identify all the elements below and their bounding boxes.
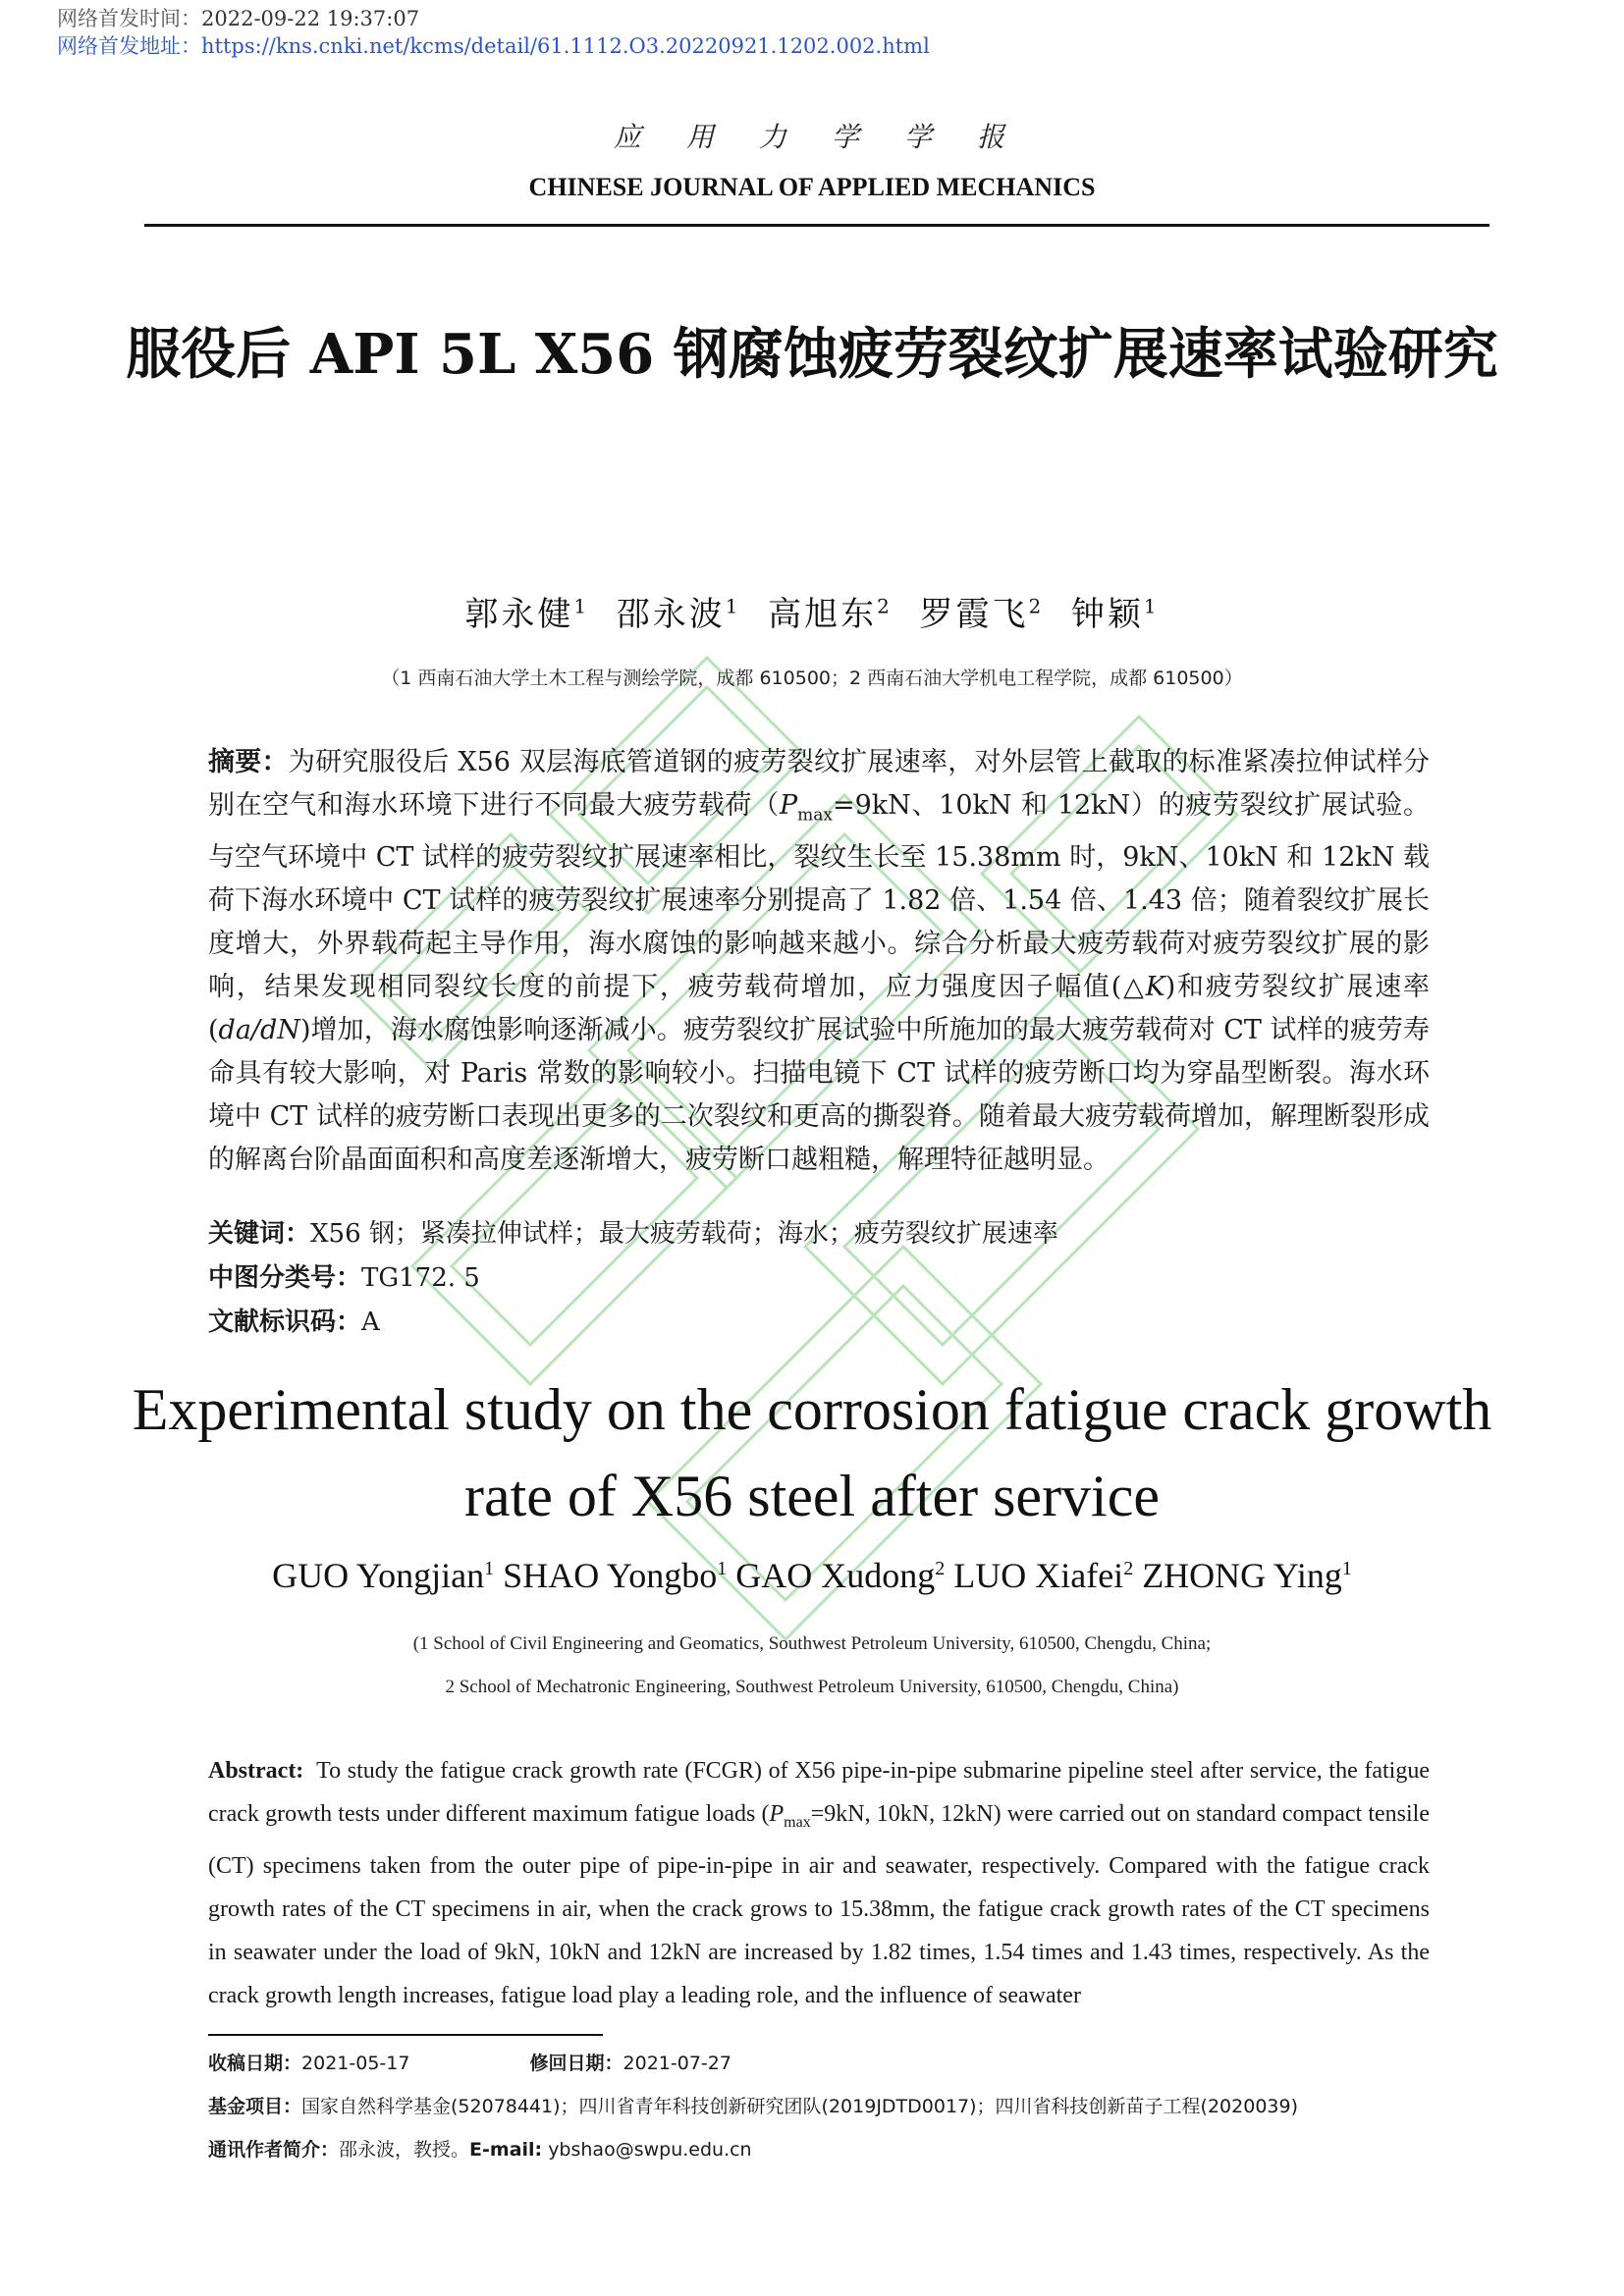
author-affil-marker: 1 — [573, 594, 590, 618]
author-name-en: LUO Xiafei — [953, 1556, 1124, 1595]
keywords-value: X56 钢；紧凑拉伸试样；最大疲劳载荷；海水；疲劳裂纹扩展速率 — [310, 1219, 1058, 1249]
online-pub-time-label: 网络首发时间： — [57, 7, 201, 30]
received-dates — [208, 2052, 731, 2075]
author-name-cn: 钟颖 — [1070, 595, 1144, 634]
paper-title-en: Experimental study on the corrosion fatigue crack growth rate of X56 steel after service — [132, 1377, 1492, 1528]
online-pub-url-link[interactable]: https://kns.cnki.net/kcms/detail/61.1112.O3.20220921.1202.002.html — [201, 34, 930, 58]
abstract-en-text: To study the fatigue crack growth rate (FCGR) of X56 pipe-in-pipe submarine pipeline steel after service, the fatigue crack growth tests under different maximum fatigue loads ( — [208, 1758, 1430, 1827]
clc-label: 中图分类号： — [208, 1263, 362, 1293]
pmax-symbol: P — [779, 790, 798, 821]
dadn-symbol: da/dN — [218, 1015, 300, 1046]
author-affil-marker: 2 — [1123, 1558, 1134, 1579]
journal-name-en: CHINESE JOURNAL OF APPLIED MECHANICS — [528, 173, 1096, 201]
online-pub-url-label: 网络首发地址： — [57, 34, 201, 58]
document-code-label: 文献标识码： — [208, 1308, 362, 1337]
keywords — [208, 1217, 1058, 1251]
author-name-en: GAO Xudong — [735, 1556, 936, 1595]
funding-value: 国家自然科学基金(52078441)；四川省青年科技创新研究团队(2019JDTD0017)；四川省科技创新苗子工程(2020039) — [301, 2096, 1298, 2117]
abstract-cn-text: 为研究服役后 X56 双层海底管道钢的疲劳裂纹扩展速率，对外层管上截取的标准紧凑拉伸试样分别在空气和海水环境下进行不同最大疲劳载荷（ — [208, 747, 1430, 821]
author-affil-marker: 1 — [725, 594, 741, 618]
received-value: 2021-05-17 — [301, 2053, 410, 2074]
paper-title-cn: 服役后 API 5L X56 钢腐蚀疲劳裂纹扩展速率试验研究 — [126, 322, 1498, 387]
author-affil-marker: 2 — [1028, 594, 1045, 618]
abstract-cn — [208, 741, 1430, 1182]
footnote-rule — [208, 2034, 603, 2036]
header-rule — [144, 224, 1489, 227]
corresponding-author — [208, 2138, 752, 2162]
clc-value: TG172. 5 — [361, 1263, 480, 1293]
author-affil-marker: 1 — [484, 1558, 495, 1579]
author-list-cn — [0, 587, 1624, 635]
online-pub-url — [57, 33, 930, 59]
affiliation-cn: （1 西南石油大学土木工程与测绘学院，成都 610500；2 西南石油大学机电工程学院，成都 610500） — [381, 667, 1243, 689]
online-pub-time — [57, 6, 419, 31]
document-code — [208, 1306, 380, 1339]
author-affil-marker: 1 — [717, 1558, 728, 1579]
abstract-en-text: =9kN, 10kN, 12kN) were carried out on standard compact tensile (CT) specimens taken from the outer pipe of pipe-in-pipe in air and seawater, respectively. Compared with the fatigue crack growth rates of the CT specimens in air, when the crack grows to 15.38mm, the fatigue crack growth rates of the CT specimens in seawater under the load of 9kN, 10kN and 12kN are increased by 1.82 times, 1.54 times and 1.43 times, respectively. As the crack growth length increases, fatigue load play a leading role, and the influence of seawater — [208, 1801, 1430, 2008]
author-affil-marker: 1 — [1341, 1558, 1352, 1579]
pmax-subscript: max — [784, 1813, 811, 1831]
email-label: E-mail: — [469, 2139, 543, 2161]
abstract-cn-text: )增加，海水腐蚀影响逐渐减小。疲劳裂纹扩展试验中所施加的最大疲劳载荷对 CT 试样的疲劳寿命具有较大影响，对 Paris 常数的影响较小。扫描电镜下 CT 试样的疲劳断口均为穿晶型断裂。海水环境中 CT 试样的疲劳断口表现出更多的二次裂纹和更高的撕裂脊。随着最大疲劳载荷增加，解理断裂形成的解离台阶晶面面积和高度差逐渐增大，疲劳断口越粗糙，解理特征越明显。 — [208, 1015, 1430, 1176]
affiliation-en-2: 2 School of Mechatronic Engineering, Southwest Petroleum University, 610500, Chengdu, China) — [445, 1677, 1179, 1697]
funding-label: 基金项目： — [208, 2096, 302, 2117]
author-name-cn: 罗霞飞 — [919, 595, 1029, 634]
author-affil-marker: 2 — [935, 1558, 946, 1579]
revised-label: 修回日期： — [529, 2053, 623, 2074]
author-name-en: ZHONG Ying — [1142, 1556, 1342, 1595]
abstract-en-label: Abstract: — [208, 1758, 304, 1784]
author-list-en — [0, 1555, 1624, 1596]
clc-number — [208, 1261, 480, 1295]
corresponding-author-label: 通讯作者简介： — [208, 2139, 340, 2161]
keywords-label: 关键词： — [208, 1219, 311, 1249]
email-value[interactable]: ybshao@swpu.edu.cn — [548, 2139, 752, 2161]
document-code-value: A — [361, 1308, 380, 1337]
corresponding-author-value: 邵永波，教授。 — [339, 2139, 470, 2161]
pmax-subscript: max — [797, 805, 833, 826]
received-label: 收稿日期： — [208, 2053, 302, 2074]
k-symbol: K — [1145, 972, 1165, 1003]
abstract-cn-label: 摘要： — [208, 747, 289, 777]
abstract-cn-text: )和疲劳裂纹扩展速率( — [208, 972, 1430, 1046]
pmax-symbol: P — [769, 1801, 785, 1827]
revised-value: 2021-07-27 — [623, 2053, 731, 2074]
author-name-en: GUO Yongjian — [272, 1556, 485, 1595]
journal-name-cn: 应用力学学报 — [613, 121, 1050, 153]
affiliation-en-1: (1 School of Civil Engineering and Geomatics, Southwest Petroleum University, 610500, Chengdu, China; — [412, 1633, 1212, 1654]
author-name-cn: 邵永波 — [616, 595, 726, 634]
author-name-en: SHAO Yongbo — [503, 1556, 718, 1595]
author-affil-marker: 2 — [877, 594, 893, 618]
author-affil-marker: 1 — [1143, 594, 1160, 618]
author-name-cn: 郭永健 — [464, 595, 574, 634]
author-name-cn: 高旭东 — [768, 595, 878, 634]
funding — [208, 2095, 1298, 2118]
abstract-cn-text: =9kN、10kN 和 12kN）的疲劳裂纹扩展试验。与空气环境中 CT 试样的疲劳裂纹扩展速率相比，裂纹生长至 15.38mm 时，9kN、10kN 和 12kN 载荷下海水环境中 CT 试样的疲劳裂纹扩展速率分别提高了 1.82 倍、1.54 倍、1.43 倍；随着裂纹扩展长度增大，外界载荷起主导作用，海水腐蚀的影响越来越小。综合分析最大疲劳载荷对疲劳裂纹扩展的影响，结果发现相同裂纹长度的前提下，疲劳载荷增加，应力强度因子幅值(△ — [208, 790, 1430, 1003]
online-pub-time-value: 2022-09-22 19:37:07 — [201, 7, 420, 30]
abstract-en — [208, 1749, 1430, 2017]
